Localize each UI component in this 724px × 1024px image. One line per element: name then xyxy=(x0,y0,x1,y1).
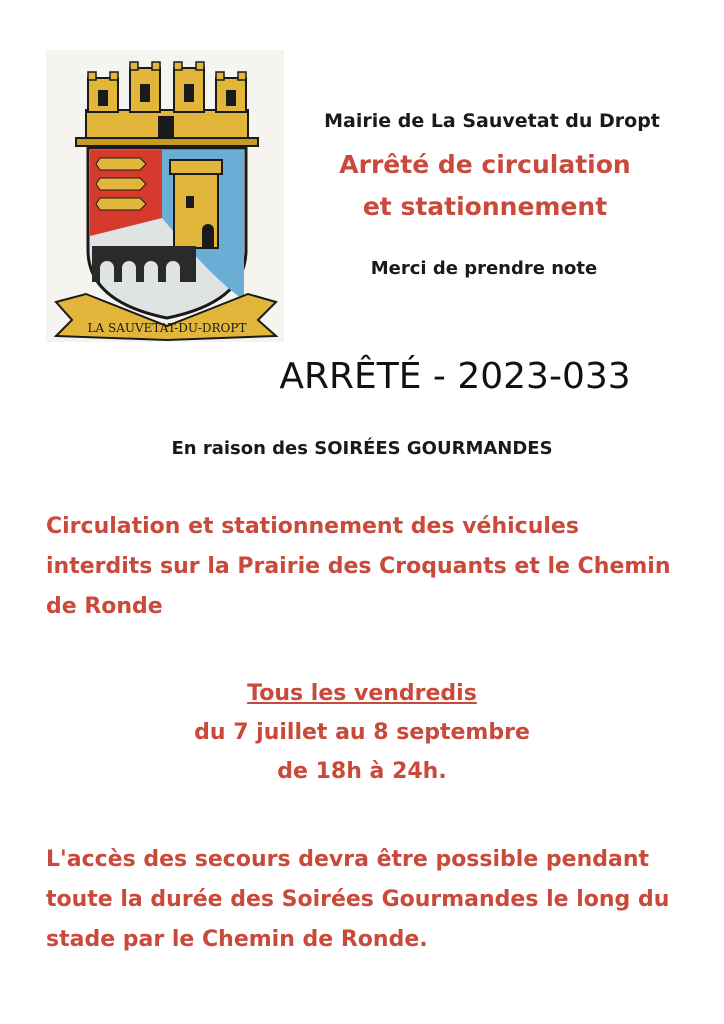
schedule-hours: de 18h à 24h. xyxy=(277,759,447,784)
schedule-block xyxy=(0,674,724,791)
schedule-date-range: du 7 juillet au 8 septembre xyxy=(194,720,530,745)
tower-icon xyxy=(170,160,222,248)
notice-text: Merci de prendre note xyxy=(370,258,598,279)
arrete-number: ARRÊTÉ - 2023-033 xyxy=(279,356,631,397)
crown-icon xyxy=(76,62,258,146)
emergency-access-paragraph: L'accès des secours devra être possible pendant toute la durée des Soirées Gourmandes le long du stade par le Chemin de Ronde. xyxy=(46,847,670,952)
title-line-1: Arrêté de circulation xyxy=(339,150,631,179)
title-line-2: et stationnement xyxy=(362,192,608,221)
mairie-name: Mairie de La Sauvetat du Dropt xyxy=(324,110,660,132)
lions-icon xyxy=(96,158,146,210)
coat-of-arms-icon xyxy=(46,50,284,342)
crest-banner-text: LA SAUVETAT-DU-DROPT xyxy=(87,321,247,335)
document-title xyxy=(270,144,700,228)
schedule-heading: Tous les vendredis xyxy=(247,681,477,706)
restriction-paragraph: Circulation et stationnement des véhicules interdits sur la Prairie des Croquants et le Chemin de Ronde xyxy=(46,514,671,619)
reason-text: En raison des SOIRÉES GOURMANDES xyxy=(171,438,553,459)
bridge-icon xyxy=(92,246,196,282)
coat-of-arms xyxy=(46,50,284,342)
